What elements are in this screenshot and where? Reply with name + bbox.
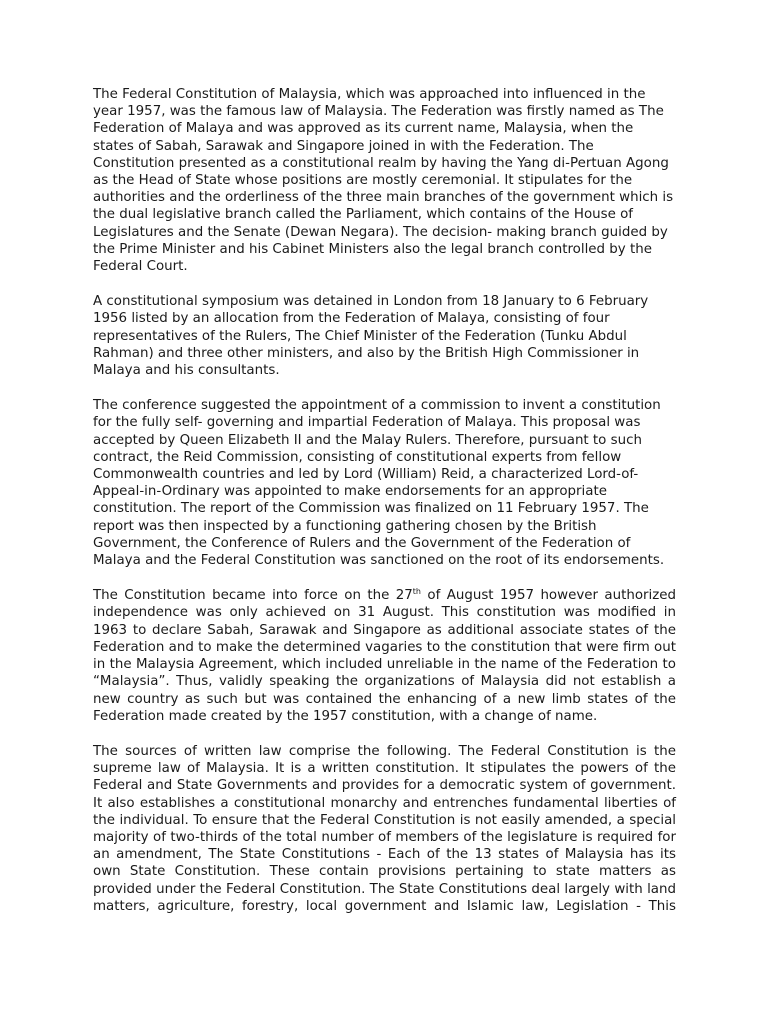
paragraph-reid-commission: The conference suggested the appointment of a commission to invent a constitution for the fully self- governing and impartial Federation of Malaya. This proposal was accepted by Queen Elizabeth II and the Malay Rulers. Therefore, pursuant to such contract, the Reid Commission, consisting of constitutional experts from fellow Commonwealth countries and led by Lord (William) Reid, a characterized Lord-of-Appeal-in-Ordinary was appointed to make endorsements for an appropriate constitution. The report of the Commission was finalized on 11 February 1957. The report was then inspected by a functioning gathering chosen by the British Government, the Conference of Rulers and the Government of the Federation of Malaya and the Federal Constitution was sanctioned on the root of its endorsements. <box>93 398 665 569</box>
paragraph-independence-text-end: of August 1957 however authorized independence was only achieved on 31 August. This constitution was modified in 1963 to declare Sabah, Sarawak and Singapore as additional associate states of the Federation and to make the determined vagaries to the constitution that were firm out in the Malaysia Agreement, which included unreliable in the name of the Federation to “Malaysia”. Thus, validly speaking the organizations of Malaysia did not establish a new country as such but was contained the enhancing of a new limb states of the Federation made created by the 1957 constitution, with a change of name. <box>93 588 677 724</box>
ordinal-superscript: th <box>412 587 421 597</box>
document-page <box>93 86 676 915</box>
paragraph-independence-text-start: The Constitution became into force on the 27 <box>93 588 413 604</box>
paragraph-london-symposium: A constitutional symposium was detained in London from 18 January to 6 February 1956 listed by an allocation from the Federation of Malaya, consisting of four representatives of the Rulers, The Chief Minister of the Federation (Tunku Abdul Rahman) and three other ministers, and also by the British High Commissioner in Malaya and his consultants. <box>93 294 649 379</box>
paragraph-independence <box>93 587 676 725</box>
paragraph-sources-of-law: The sources of written law comprise the following. The Federal Constitution is the supreme law of Malaysia. It is a written constitution. It stipulates the powers of the Federal and State Governments and provides for a democratic system of government. It also establishes a constitutional monarchy and entrenches fundamental liberties of the individual. To ensure that the Federal Constitution is not easily amended, a special majority of two-thirds of the total number of members of the legislature is required for an amendment, The State Constitutions - Each of the 13 states of Malaysia has its own State Constitution. These contain provisions pertaining to state matters as provided under the Federal Constitution. The State Constitutions deal largely with land matters, agriculture, forestry, local government and Islamic law, Legislation - This <box>93 743 676 914</box>
paragraph-constitution-overview: The Federal Constitution of Malaysia, which was approached into influenced in the year 1957, was the famous law of Malaysia. The Federation was firstly named as The Federation of Malaya and was approved as its current name, Malaysia, when the states of Sabah, Sarawak and Singapore joined in with the Federation. The Constitution presented as a constitutional realm by having the Yang di-Pertuan Agong as the Head of State whose positions are mostly ceremonial. It stipulates for the authorities and the orderliness of the three main branches of the government which is the dual legislative branch called the Parliament, which contains of the House of Legislatures and the Senate (Dewan Negara). The decision- making branch guided by the Prime Minister and his Cabinet Ministers also the legal branch controlled by the Federal Court. <box>93 87 674 275</box>
